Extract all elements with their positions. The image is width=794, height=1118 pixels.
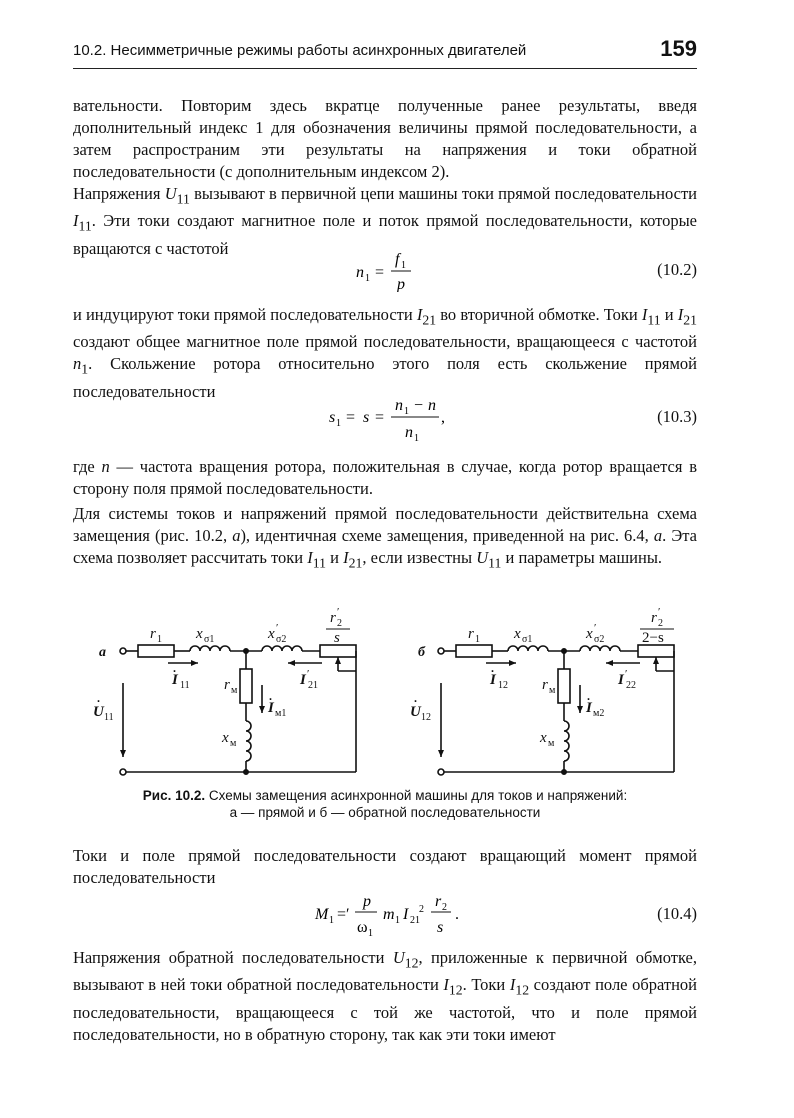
formula-s1 [73, 395, 503, 445]
svg-text:r: r [224, 677, 230, 693]
svg-text:2: 2 [419, 904, 424, 915]
svg-text:M: M [315, 906, 329, 923]
svg-text:.: . [173, 661, 176, 675]
svg-text:.: . [587, 689, 590, 703]
svg-text:′: ′ [594, 622, 597, 634]
svg-text:x: x [196, 626, 203, 642]
inductor-x-sigma1 [190, 646, 230, 651]
svg-text:22: 22 [626, 680, 636, 691]
resistor-r2-2-s [638, 645, 674, 657]
figure-caption: Рис. 10.2. Схемы замещения асинхронной машины для токов и напряжений: а — прямой и б — обратной последовательности [142, 788, 628, 820]
svg-text:12: 12 [498, 680, 508, 691]
svg-text:м2: м2 [593, 708, 605, 719]
svg-text:м: м [548, 738, 555, 749]
svg-text:r: r [435, 893, 442, 910]
inductor-x-sigma1 [508, 646, 548, 651]
svg-text:r: r [468, 626, 474, 642]
svg-text:σ2: σ2 [276, 634, 287, 645]
svg-text:.: . [97, 691, 100, 705]
svg-text:1: 1 [401, 260, 406, 271]
svg-text:I: I [618, 672, 624, 688]
page-number: 159 [660, 36, 697, 61]
svg-text:m: m [383, 906, 395, 923]
svg-text:−: − [414, 397, 424, 414]
paragraph-5: Для системы токов и напряжений прямой последовательности действительна схема замещения (рис. 10.2, а), идентичная схеме замещения, приведенной на рис. 6.4, а. Эта схема позволяет рассчитать токи $I_{11}$ и $I_{21}$, если известны $U_{11}$ и параметры машины. [73, 504, 697, 571]
svg-text:x: x [222, 730, 229, 746]
paragraph-4: где n — частота вращения ротора, положительная в случае, когда ротор вращается в сторону поля прямой последовательности. [73, 457, 697, 498]
svg-text:1: 1 [336, 418, 341, 429]
inductor-xm [564, 721, 569, 761]
svg-text:.: . [491, 661, 494, 675]
svg-text:ω: ω [357, 919, 368, 936]
svg-text:r: r [330, 610, 336, 626]
labels-b [410, 606, 674, 749]
svg-text:.: . [269, 689, 272, 703]
svg-text:x: x [586, 626, 593, 642]
circuit-a [120, 645, 356, 775]
paragraph-3: и индуцируют токи прямой последовательности $I_{21}$ во вторичной обмотке. Токи $I_{11}$ и $I_{21}$ создают общее магнитное поле прямой последовательности, вращающееся с частотой $n_1$. Скольжение ротора относительно этого поля есть скольжение прямой последовательности [73, 305, 697, 401]
svg-text:11: 11 [104, 712, 114, 723]
resistor-rm [240, 669, 252, 703]
svg-text:=: = [375, 409, 385, 426]
svg-text:′: ′ [307, 668, 310, 680]
svg-text:s: s [363, 409, 370, 426]
resistor-r2-s [320, 645, 356, 657]
formula-m1 [73, 892, 503, 940]
circuit-b [438, 645, 674, 775]
svg-text:U: U [410, 704, 421, 720]
equation-number: (10.3) [657, 407, 697, 426]
svg-text:s: s [329, 409, 336, 426]
svg-text:1: 1 [368, 928, 373, 939]
figure-label-b: б [418, 645, 425, 660]
figure-label-a: а [99, 645, 106, 660]
svg-text:n: n [395, 397, 403, 414]
svg-text:.: . [414, 691, 417, 705]
svg-text:I: I [172, 672, 178, 688]
inductor-x-sigma2 [580, 646, 620, 651]
svg-text:′: ′ [625, 668, 628, 680]
svg-text:,: , [441, 409, 445, 426]
svg-text:21: 21 [410, 915, 420, 926]
svg-text:м: м [231, 685, 238, 696]
svg-text:I: I [268, 700, 274, 716]
resistor-r1 [456, 645, 492, 657]
svg-text:σ2: σ2 [594, 634, 605, 645]
formula-n1 [73, 248, 503, 292]
svg-text:r: r [651, 610, 657, 626]
svg-text:21: 21 [308, 680, 318, 691]
svg-text:x: x [514, 626, 521, 642]
svg-text:′: ′ [658, 606, 661, 618]
svg-text:σ1: σ1 [522, 634, 533, 645]
resistor-r1 [138, 645, 174, 657]
svg-text:x: x [540, 730, 547, 746]
svg-text:м: м [230, 738, 237, 749]
equation-number: (10.4) [657, 904, 697, 923]
svg-text:I: I [586, 700, 592, 716]
svg-text:n: n [356, 264, 364, 281]
svg-text:2: 2 [658, 618, 663, 629]
svg-text:11: 11 [180, 680, 190, 691]
svg-text:1: 1 [329, 915, 334, 926]
svg-text:2: 2 [337, 618, 342, 629]
svg-text:12: 12 [421, 712, 431, 723]
svg-text:1: 1 [365, 273, 370, 284]
svg-text:I: I [403, 906, 409, 923]
svg-text:′: ′ [337, 606, 340, 618]
svg-text:r: r [150, 626, 156, 642]
svg-text:1: 1 [475, 634, 480, 645]
svg-text:1: 1 [404, 406, 409, 417]
equation-10-2 [73, 248, 697, 292]
svg-text:n: n [428, 397, 436, 414]
svg-text:м1: м1 [275, 708, 287, 719]
inductor-x-sigma2 [262, 646, 302, 651]
svg-text:=′: =′ [337, 906, 350, 923]
svg-text:=: = [375, 264, 385, 281]
figure-10-2 [0, 605, 794, 785]
svg-text:σ1: σ1 [204, 634, 215, 645]
svg-text:I: I [490, 672, 496, 688]
equation-10-4 [73, 892, 697, 940]
svg-text:1: 1 [157, 634, 162, 645]
inductor-xm [246, 721, 251, 761]
svg-text:s: s [334, 630, 340, 646]
paragraph-7: Напряжения обратной последовательности $U_{12}$, приложенные к первичной обмотке, вызывают в ней токи обратной последовательности $I_{12}$. Токи $I_{12}$ создают поле обратной последовательности, вращающееся с той же частотой, что и поле прямой последовательности, но в обратную сторону, так как эти токи имеют [73, 948, 698, 1044]
svg-text:n: n [405, 424, 413, 441]
equation-number: (10.2) [657, 260, 697, 279]
svg-text:I: I [300, 672, 306, 688]
svg-text:U: U [93, 704, 104, 720]
resistor-rm [558, 669, 570, 703]
paragraph-6: Токи и поле прямой последовательности создают вращающий момент прямой последовательности [73, 846, 697, 887]
svg-text:x: x [268, 626, 275, 642]
svg-text:s: s [437, 919, 444, 936]
running-header [73, 38, 697, 69]
equation-10-3 [73, 395, 697, 445]
svg-text:f: f [395, 251, 400, 268]
svg-text:r: r [542, 677, 548, 693]
svg-text:1: 1 [395, 915, 400, 926]
svg-text:м: м [549, 685, 556, 696]
svg-text:2: 2 [442, 902, 447, 913]
svg-text:=: = [346, 409, 356, 426]
chapter-title: 10.2. Несимметричные режимы работы асинхронных двигателей [73, 42, 527, 59]
paragraph-1: вательности. Повторим здесь вкратце полученные ранее результаты, введя дополнительный индекс 1 для обозначения величины прямой последовательности, а затем распространим эти результаты на напряжения и токи обратной последовательности (с дополнительным индексом 2). [73, 96, 697, 181]
svg-text:p: p [397, 276, 405, 292]
svg-text:′: ′ [276, 622, 279, 634]
paragraph-2: Напряжения $U_{11}$ вызывают в первичной цепи машины токи прямой последовательности $I_{11}$. Эти токи создают магнитное поле и поток прямой последовательности, которые вращаются с частотой [73, 184, 698, 258]
svg-text:1: 1 [414, 433, 419, 444]
labels-a [93, 606, 350, 749]
svg-text:2−s: 2−s [642, 630, 664, 646]
svg-text:.: . [455, 906, 459, 923]
svg-text:p: p [363, 893, 371, 910]
